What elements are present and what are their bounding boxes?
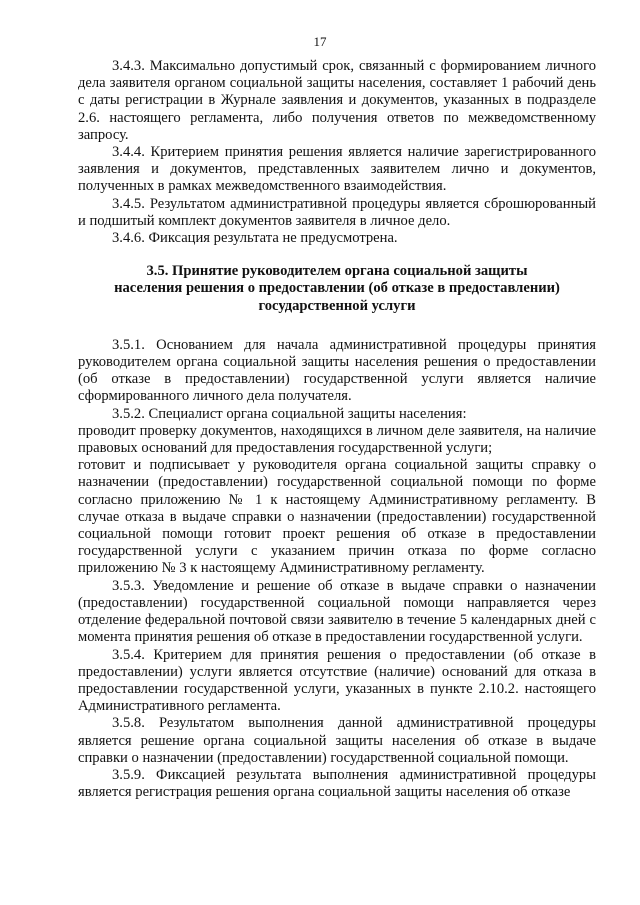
paragraph-3-5-1: 3.5.1. Основанием для начала административной процедуры принятия руководителем органа социальной защиты населения решения о предоставлении (об отказе в предоставлении) государственной услуги является наличие сформированного личного дела получателя.: [78, 336, 596, 405]
document-body: [78, 58, 596, 801]
section-title: [78, 263, 596, 315]
paragraph-3-5-2: 3.5.2. Специалист органа социальной защиты населения:: [112, 405, 467, 422]
section-title-line: государственной услуги: [258, 297, 416, 314]
section-title-line: 3.5. Принятие руководителем органа социальной защиты: [146, 263, 528, 280]
paragraph-3-5-4: 3.5.4. Критерием для принятия решения о предоставлении (об отказе в предоставлении) услуги является отсутствие (наличие) оснований для отказа в предоставлении государственной услуги, указанных в пункте 2.10.2. настоящего Административного регламента.: [78, 646, 596, 715]
paragraph-3-4-4: 3.4.4. Критерием принятия решения является наличие зарегистрированного заявления и документов, представленных заявителем лично и документов, полученных в рамках межведомственного взаимодействия.: [78, 144, 596, 195]
section-title-line: населения решения о предоставлении (об отказе в предоставлении): [114, 280, 560, 297]
paragraph-3-4-5: 3.4.5. Результатом административной процедуры является сброшюрованный и подшитый комплект документов заявителя в личное дело.: [78, 195, 596, 229]
paragraph-3-5-3: 3.5.3. Уведомление и решение об отказе в выдаче справки о назначении (предоставлении) государственной социальной помощи направляется через отделение федеральной почтовой связи заявителю в течение 5 календарных дней с момента принятия решения об отказе в предоставлении государственной услуги.: [78, 577, 596, 646]
paragraph-3-4-3: 3.4.3. Максимально допустимый срок, связанный с формированием личного дела заявителя органом социальной защиты населения, составляет 1 рабочий день с даты регистрации в Журнале заявления и документов, указанных в подразделе 2.6. настоящего регламента, либо получения ответов по межведомственному запросу.: [78, 58, 596, 143]
paragraph-3-5-8: 3.5.8. Результатом выполнения данной административной процедуры является решение органа социальной защиты населения об отказе в выдаче справки о назначении (предоставлении) государственной социальной помощи.: [78, 715, 596, 766]
paragraph-check-documents: проводит проверку документов, находящихся в личном деле заявителя, на наличие правовых оснований для предоставления государственной услуги;: [78, 422, 596, 457]
paragraph-3-4-6: 3.4.6. Фиксация результата не предусмотрена.: [112, 230, 398, 247]
page-number: 17: [313, 34, 327, 49]
paragraph-prepare-certificate: готовит и подписывает у руководителя органа социальной защиты справку о назначении (предоставлении) государственной социальной помощи по форме согласно приложению № 1 к настоящему Административному регламенту. В случае отказа в выдаче справки о назначении (предоставлении) государственной социальной помощи готовит проект решения об отказе в предоставлении государственной услуги с указанием причин отказа по форме согласно приложению № 3 к настоящему Административному регламенту.: [78, 457, 596, 577]
paragraph-3-5-9: 3.5.9. Фиксацией результата выполнения административной процедуры является регистрация решения органа социальной защиты населения об отказе: [78, 766, 596, 801]
